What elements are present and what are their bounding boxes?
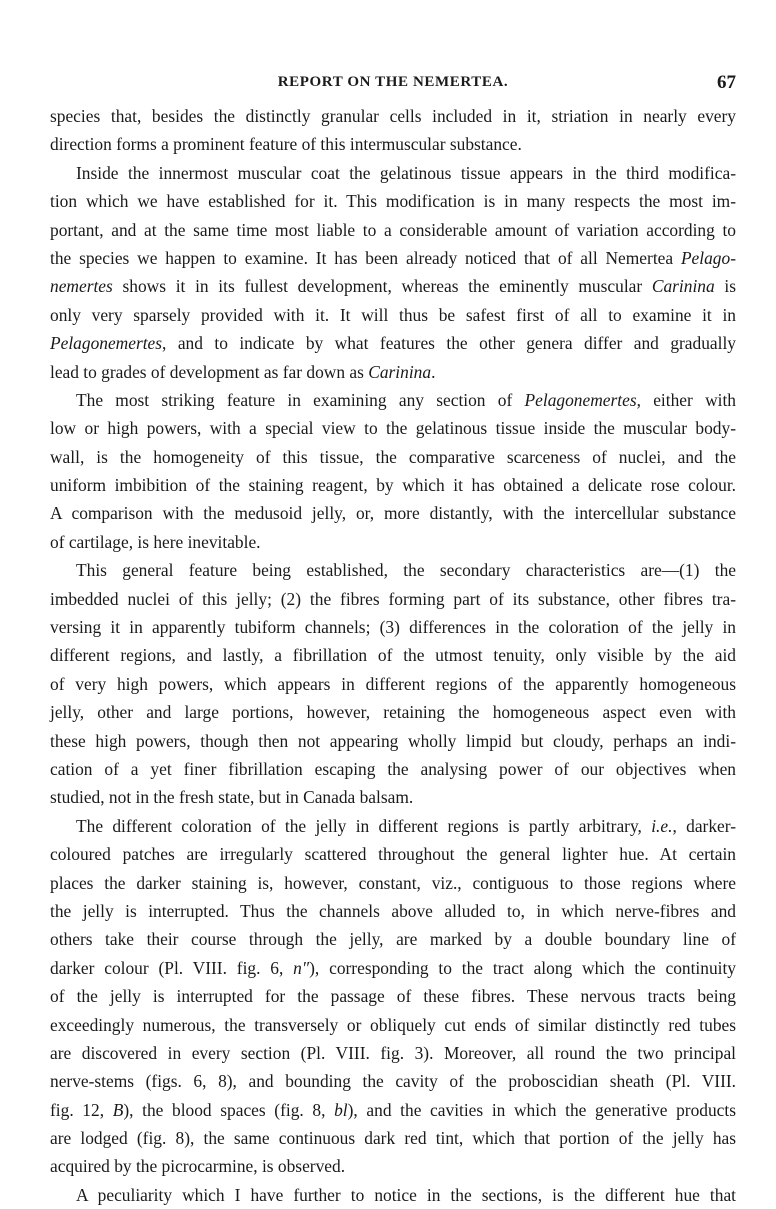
text-line	[50, 1152, 736, 1180]
text-line	[50, 585, 736, 613]
text-segment: fig. 12,	[50, 1099, 113, 1120]
text-segment: A peculiarity which I have further to notice in the sections, is the different hue that	[76, 1184, 736, 1205]
text-line	[50, 102, 736, 130]
running-title: REPORT ON THE NEMERTEA.	[277, 74, 509, 90]
italic-term: Pelagonemertes	[524, 389, 637, 410]
text-line	[50, 727, 736, 755]
text-line	[50, 670, 736, 698]
text-segment: darker colour (Pl. VIII. fig. 6,	[50, 957, 294, 978]
text-segment: the jelly is interrupted. Thus the channels above alluded to, in which nerve-fibres and	[50, 900, 736, 921]
text-line	[50, 272, 736, 300]
text-segment: This general feature being established, the secondary characteristics are—(1) the	[76, 560, 736, 581]
text-segment: wall, is the homogeneity of this tissue, the comparative scarceness of nuclei, and the	[50, 446, 736, 467]
text-segment: are lodged (fig. 8), the same continuous dark red tint, which that portion of the jelly has	[50, 1128, 736, 1149]
text-segment: others take their course through the jelly, are marked by a double boundary line of	[50, 929, 736, 950]
text-segment: are discovered in every section (Pl. VIII. fig. 3). Moreover, all round the two principal	[50, 1042, 736, 1063]
text-line	[50, 528, 736, 556]
text-segment: exceedingly numerous, the transversely or obliquely cut ends of similar distinctly red tubes	[50, 1014, 736, 1035]
text-segment: lead to grades of development as far down as	[50, 361, 369, 382]
text-segment: imbedded nuclei of this jelly; (2) the fibres forming part of its substance, other fibres tra-	[50, 588, 736, 609]
text-line	[50, 414, 736, 442]
text-segment: cation of a yet finer fibrillation escaping the analysing power of our objectives when	[50, 758, 736, 779]
paragraph-first-line	[50, 159, 736, 187]
text-segment: The different coloration of the jelly in different regions is partly arbitrary,	[76, 815, 652, 836]
text-line	[50, 755, 736, 783]
text-line	[50, 1011, 736, 1039]
text-segment: shows it in its fullest development, whereas the eminently muscular	[112, 276, 652, 297]
text-segment: species that, besides the distinctly granular cells included in it, striation in nearly every	[50, 106, 736, 126]
italic-term: nemertes	[50, 276, 113, 297]
text-segment: is	[714, 276, 736, 297]
italic-term: Pelago-	[680, 247, 736, 268]
text-line	[50, 1096, 736, 1124]
text-line	[50, 130, 736, 158]
paragraph-first-line	[50, 1181, 736, 1209]
text-segment: ), the blood spaces (fig. 8,	[123, 1099, 335, 1120]
text-segment: portant, and at the same time most liable to a considerable amount of variation according to	[50, 219, 736, 240]
text-line	[50, 897, 736, 925]
text-segment: jelly, other and large portions, however, retaining the homogeneous aspect even with	[50, 702, 736, 723]
italic-term: n″	[293, 957, 310, 978]
text-segment: different regions, and lastly, a fibrillation of the utmost tenuity, only visible by the aid	[50, 645, 736, 666]
page-number: 67	[717, 72, 736, 93]
text-segment: versing it in apparently tubiform channels; (3) differences in the coloration of the jelly in	[50, 617, 736, 638]
italic-term: Pelagonemertes	[50, 333, 163, 354]
text-segment: places the darker staining is, however, constant, viz., contiguous to those regions where	[50, 872, 736, 893]
text-segment: acquired by the picrocarmine, is observed.	[50, 1156, 346, 1177]
paragraph-first-line	[50, 556, 736, 584]
text-segment: of very high powers, which appears in different regions of the apparently homogeneous	[50, 673, 736, 694]
text-segment: , either with	[636, 389, 736, 410]
paragraph-first-line	[50, 386, 736, 414]
running-head	[50, 72, 736, 96]
text-segment: studied, not in the fresh state, but in Canada balsam.	[50, 787, 414, 808]
text-segment: A comparison with the medusoid jelly, or, more distantly, with the intercellular substance	[50, 503, 736, 524]
text-line	[50, 954, 736, 982]
text-segment: coloured patches are irregularly scattered throughout the general lighter hue. At certain	[50, 844, 736, 865]
text-segment: direction forms a prominent feature of this intermuscular substance.	[50, 134, 522, 155]
text-segment: of the jelly is interrupted for the passage of these fibres. These nervous tracts being	[50, 986, 736, 1007]
text-line	[50, 869, 736, 897]
text-segment: uniform imbibition of the staining reagent, by which it has obtained a delicate rose colour.	[50, 475, 736, 496]
text-line	[50, 641, 736, 669]
italic-term: Carinina	[651, 276, 715, 297]
text-line	[50, 187, 736, 215]
text-segment: tion which we have established for it. This modification is in many respects the most im-	[50, 191, 736, 212]
text-line	[50, 471, 736, 499]
text-segment: , and to indicate by what features the other genera differ and gradually	[162, 333, 736, 354]
italic-term: bl	[334, 1099, 348, 1120]
italic-term: B	[112, 1099, 124, 1120]
text-segment: the species we happen to examine. It has been already noticed that of all Nemertea	[50, 247, 681, 268]
text-line	[50, 1067, 736, 1095]
text-line	[50, 244, 736, 272]
text-line	[50, 982, 736, 1010]
italic-term: Carinina	[368, 361, 432, 382]
text-segment: ), corresponding to the tract along which the continuity	[309, 957, 736, 978]
text-line	[50, 443, 736, 471]
italic-term: i.e.	[651, 815, 673, 836]
text-line	[50, 698, 736, 726]
text-line	[50, 1124, 736, 1152]
paragraph-first-line	[50, 812, 736, 840]
text-segment: nerve-stems (figs. 6, 8), and bounding the cavity of the proboscidian sheath (Pl. VIII.	[50, 1071, 736, 1092]
text-segment: The most striking feature in examining any section of	[76, 389, 525, 410]
body-text	[50, 102, 736, 1209]
text-line	[50, 613, 736, 641]
text-line	[50, 216, 736, 244]
text-segment: , darker-	[672, 815, 736, 836]
text-line	[50, 783, 736, 811]
text-line	[50, 840, 736, 868]
text-segment: .	[431, 361, 436, 382]
text-line	[50, 329, 736, 357]
text-segment: Inside the innermost muscular coat the gelatinous tissue appears in the third modifica-	[76, 162, 736, 183]
text-segment: these high powers, though then not appearing wholly limpid but cloudy, perhaps an indi-	[50, 730, 736, 751]
text-line	[50, 499, 736, 527]
text-segment: low or high powers, with a special view to the gelatinous tissue inside the muscular body-	[50, 418, 736, 439]
text-line	[50, 925, 736, 953]
text-segment: ), and the cavities in which the generative products	[347, 1099, 736, 1120]
text-line	[50, 301, 736, 329]
text-line	[50, 1039, 736, 1067]
text-segment: of cartilage, is here inevitable.	[50, 531, 261, 552]
text-line	[50, 358, 736, 386]
text-segment: only very sparsely provided with it. It will thus be safest first of all to examine it in	[50, 304, 736, 325]
